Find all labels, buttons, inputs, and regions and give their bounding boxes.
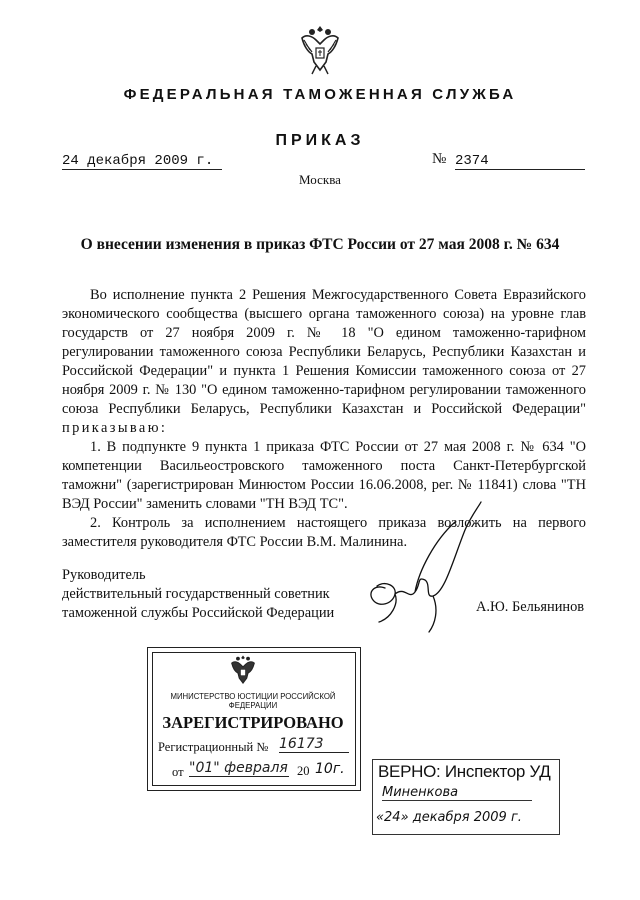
registration-year-prefix: 20 xyxy=(297,764,310,778)
registration-from-label: от xyxy=(172,765,184,779)
document-number-label: № xyxy=(432,151,447,167)
handwritten-signature xyxy=(355,500,485,635)
signatory-position xyxy=(62,566,334,623)
signatory-name: А.Ю. Бельянинов xyxy=(476,599,585,615)
certification-signature: Миненкова xyxy=(382,785,532,801)
registration-date: "01" февраля xyxy=(189,760,288,776)
registration-year-suffix: 10г. xyxy=(315,761,345,777)
item-1: 1. В подпункте 9 пункта 1 приказа ФТС России от 27 мая 2008 г. № 634 "О компетенции Васильеостровского таможенного поста Санкт-Петербургской таможни" (зарегистрирован Минюстом России 16.06.2008, рег. № 11841) слова "ТН ВЭД России" заменить словами "ТН ВЭД ТС". xyxy=(62,439,586,512)
intro-text: Во исполнение пункта 2 Решения Межгосударственного Совета Евразийского экономического сообщества (высшего органа таможенного союза) на уровне глав государств от 27 ноября 2009 г. № 18 "О едином таможенно-тарифном регулировании таможенного союза Республики Беларусь, Республики Казахстан и Российской Федерации" и пункта 1 Решения Комиссии таможенного союза от 27 ноября 2009 г. № 130 "О едином таможенно-тарифном регулировании таможенного союза Республики Беларусь, Республики Казахстан и Российской Федерации" xyxy=(62,287,586,417)
certification-heading: ВЕРНО: Инспектор УД xyxy=(378,762,551,781)
registration-number: 16173 xyxy=(279,736,349,753)
document-type: ПРИКАЗ xyxy=(275,132,365,149)
document-number: 2374 xyxy=(455,153,585,170)
document-title: О внесении изменения в приказ ФТС России от 27 мая 2008 г. № 634 xyxy=(80,236,560,253)
russian-coat-of-arms-icon xyxy=(229,653,257,687)
registration-ministry: МИНИСТЕРСТВО ЮСТИЦИИ РОССИЙСКОЙ ФЕДЕРАЦИИ xyxy=(170,692,336,710)
signatory-line-2: действительный государственный советник xyxy=(62,586,330,602)
item-2: 2. Контроль за исполнением настоящего приказа возложить на первого заместителя руководителя ФТС России В.М. Малинина. xyxy=(62,515,586,550)
document-city: Москва xyxy=(299,172,341,187)
order-word: приказываю: xyxy=(62,420,168,436)
document-date: 24 декабря 2009 г. xyxy=(62,153,222,170)
signatory-line-3: таможенной службы Российской Федерации xyxy=(62,605,335,621)
registration-title: ЗАРЕГИСТРИРОВАНО xyxy=(162,713,344,732)
signatory-line-1: Руководитель xyxy=(62,567,146,583)
russian-coat-of-arms-icon xyxy=(298,22,342,76)
certification-date: «24» декабря 2009 г. xyxy=(376,810,522,825)
registration-number-label: Регистрационный № xyxy=(158,740,269,754)
agency-name: ФЕДЕРАЛЬНАЯ ТАМОЖЕННАЯ СЛУЖБА xyxy=(123,86,517,103)
intro-paragraph xyxy=(62,286,586,438)
document-body xyxy=(62,286,586,552)
